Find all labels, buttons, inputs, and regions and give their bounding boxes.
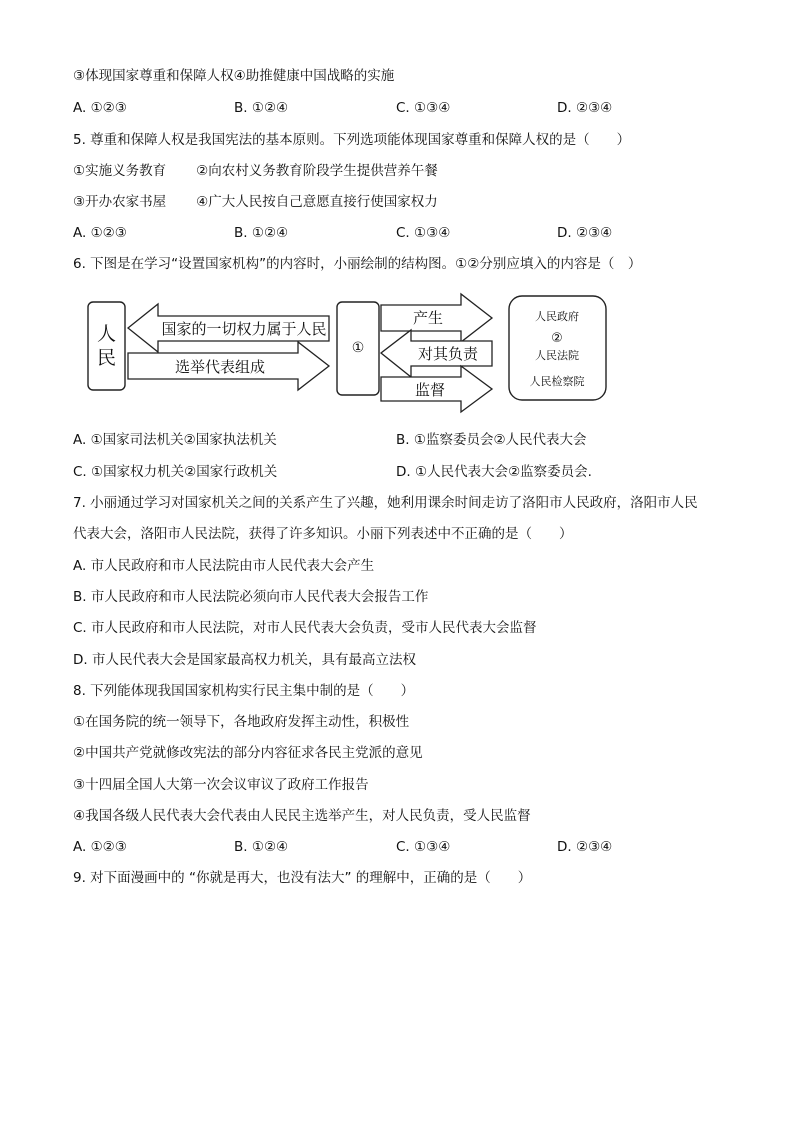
q8-statement-3: ③十四届全国人大第一次会议审议了政府工作报告 <box>73 777 369 793</box>
q8-option-b: B. ①②④ <box>234 839 289 855</box>
q5-statement-row1 <box>73 161 438 181</box>
organ-government: 人民政府 <box>535 310 579 323</box>
q6-stem: 6. 下图是在学习“设置国家机构”的内容时，小丽绘制的结构图。①②分别应填入的内容是（ ） <box>73 256 642 272</box>
q4-statement-tail: ③体现国家尊重和保障人权④助推健康中国战略的实施 <box>73 68 395 84</box>
q7-option-c: C. 市人民政府和市人民法院，对市人民代表大会负责，受市人民代表大会监督 <box>73 620 537 636</box>
q9-stem: 9. 对下面漫画中的 “你就是再大，也没有法大” 的理解中，正确的是（ ） <box>73 870 532 886</box>
people-label-2: 民 <box>96 347 117 369</box>
q8-stem: 8. 下列能体现我国国家机构实行民主集中制的是（ ） <box>73 683 415 699</box>
q8-option-c: C. ①③④ <box>396 839 451 855</box>
q8-option-a: A. ①②③ <box>73 839 127 855</box>
arrow-elect-label: 选举代表组成 <box>174 358 266 376</box>
q4-option-d: D. ②③④ <box>557 100 613 116</box>
q5-option-a: A. ①②③ <box>73 225 127 241</box>
people-label-1: 人 <box>96 323 117 345</box>
q4-option-a: A. ①②③ <box>73 100 127 116</box>
q5-option-c: C. ①③④ <box>396 225 451 241</box>
arrow-power-label: 国家的一切权力属于人民 <box>161 320 327 338</box>
q5-statement-1: ①实施义务教育 <box>73 163 167 179</box>
center-box-label: ① <box>351 340 365 356</box>
people-box <box>88 302 125 390</box>
arrow-produce-label: 产生 <box>412 309 444 327</box>
state-structure-diagram <box>80 290 615 415</box>
q5-statement-2: ②向农村义务教育阶段学生提供营养午餐 <box>196 163 438 179</box>
q6-option-c: C. ①国家权力机关②国家行政机关 <box>73 464 278 480</box>
q7-stem-line2: 代表大会，洛阳市人民法院，获得了许多知识。小丽下列表述中不正确的是（ ） <box>73 526 573 542</box>
q4-option-c: C. ①③④ <box>396 100 451 116</box>
q6-option-a: A. ①国家司法机关②国家执法机关 <box>73 432 277 448</box>
q8-statement-1: ①在国务院的统一领导下，各地政府发挥主动性，积极性 <box>73 714 410 730</box>
q5-option-d: D. ②③④ <box>557 225 613 241</box>
arrow-responsible-label: 对其负责 <box>417 345 479 363</box>
q6-option-b: B. ①监察委员会②人民代表大会 <box>396 432 587 448</box>
q8-option-d: D. ②③④ <box>557 839 613 855</box>
q7-option-a: A. 市人民政府和市人民法院由市人民代表大会产生 <box>73 558 375 574</box>
q5-stem: 5. 尊重和保障人权是我国宪法的基本原则。下列选项能体现国家尊重和保障人权的是（ ） <box>73 132 631 148</box>
q5-option-b: B. ①②④ <box>234 225 289 241</box>
q7-option-b: B. 市人民政府和市人民法院必须向市人民代表大会报告工作 <box>73 589 429 605</box>
organ-procuratorate: 人民检察院 <box>529 375 585 388</box>
organ-blank-2: ② <box>551 331 563 346</box>
q5-statement-3: ③开办农家书屋 <box>73 194 167 210</box>
q7-stem-line1: 7. 小丽通过学习对国家机关之间的关系产生了兴趣，她利用课余时间走访了洛阳市人民政府，洛阳市人民 <box>73 495 698 511</box>
arrow-supervise-label: 监督 <box>414 381 446 399</box>
q8-statement-4: ④我国各级人民代表大会代表由人民民主选举产生，对人民负责，受人民监督 <box>73 808 531 824</box>
q4-option-b: B. ①②④ <box>234 100 289 116</box>
q7-option-d: D. 市人民代表大会是国家最高权力机关，具有最高立法权 <box>73 652 416 668</box>
organ-court: 人民法院 <box>535 349 579 362</box>
q5-statement-row2 <box>73 192 438 212</box>
q5-statement-4: ④广大人民按自己意愿直接行使国家权力 <box>196 194 438 210</box>
q8-statement-2: ②中国共产党就修改宪法的部分内容征求各民主党派的意见 <box>73 745 423 761</box>
q6-option-d: D. ①人民代表大会②监察委员会. <box>396 464 592 480</box>
